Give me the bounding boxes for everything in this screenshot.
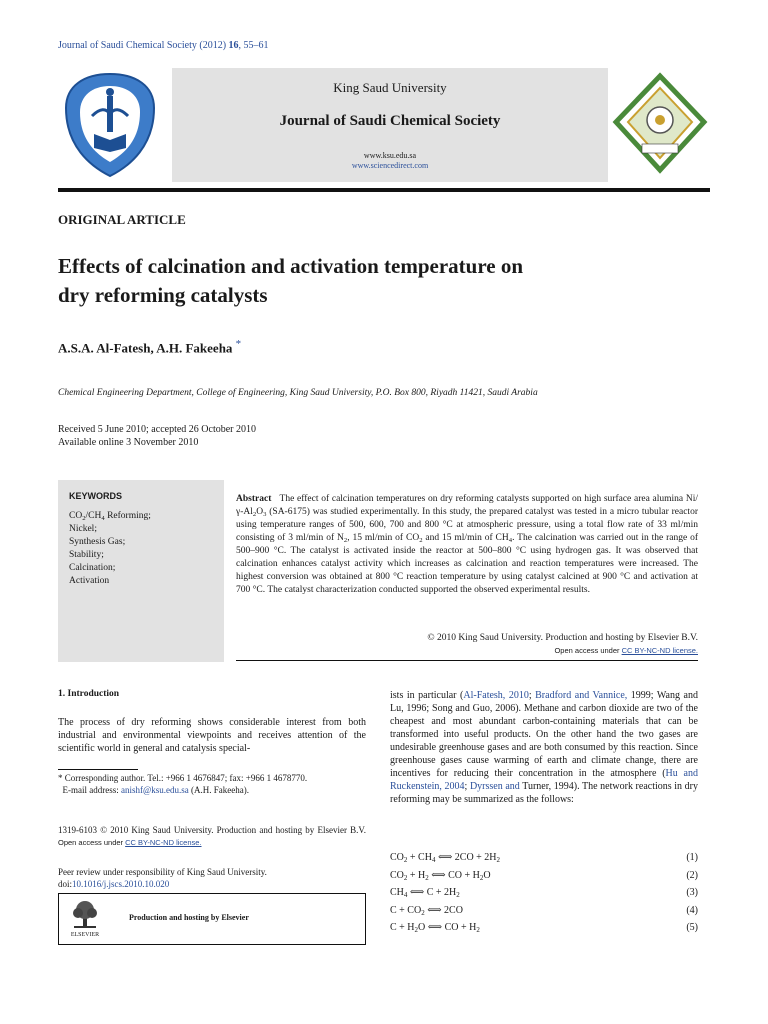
intro-paragraph-left: The process of dry reforming shows considerable interest from both industrial and environmental viewpoints and receives attention of the scientific world in general and catalysis special- <box>58 717 366 754</box>
abstract-rule <box>236 660 698 661</box>
email-link[interactable]: anishf@ksu.edu.sa <box>120 784 189 795</box>
equation-number: (2) <box>686 869 698 881</box>
keyword-item: Stability; <box>69 550 104 560</box>
ref-link[interactable]: Dyrssen and <box>469 781 520 792</box>
url-ksu[interactable]: www.ksu.edu.sa <box>363 151 417 160</box>
elsevier-box <box>58 893 366 945</box>
article-title: Effects of calcination and activation temperature on dry reforming catalysts <box>58 254 524 307</box>
keyword-item: Synthesis Gas; <box>69 537 126 547</box>
university-name: King Saud University <box>333 80 447 95</box>
abstract-open-access: Open access under CC BY-NC-ND license. <box>554 646 698 655</box>
corresponding-author-mark[interactable]: * <box>235 338 242 350</box>
issn-copyright: 1319-6103 © 2010 King Saud University. Production and hosting by Elsevier B.V. Open access under CC BY-NC-ND license. <box>58 825 366 847</box>
equation-number: (5) <box>686 922 698 933</box>
article-type: ORIGINAL ARTICLE <box>58 212 186 227</box>
elsevier-text: Production and hosting by Elsevier <box>129 913 249 922</box>
banner-center-box <box>172 68 608 182</box>
ref-link[interactable]: Al-Fatesh, 2010 <box>463 690 529 701</box>
abstract-text: Abstract The effect of calcination temperatures on dry reforming catalysts supported on high surface area alumina $Ni/\gamma-Al_2O_3$ (SA-6175) was studied experimentally. In this study, the prepared catalyst was tested in a micro tubular reactor using temperature ranges of 500, 600, 700 and 800 °C at atmospheric pressure, using a total flow rate of 33 ml/min consisting of 3 ml/min of $N_2$, 15 ml/min of $CO_2$ and 15 ml/min of $CH_4$. The calcination was carried out in the range of 500–900 °C. The catalyst is activated inside the reactor at 500–800 °C using hydrogen gas. It was observed that calcination enhances catalyst activity which increases as calcination and reaction temperatures were increased. The highest conversion was obtained at 800 °C reaction temperature by using catalyst calcined at 900 °C and activation at 700 °C. The catalyst characterization conducted supported the observed experimental results. <box>236 494 699 595</box>
peer-review-note: Peer review under responsibility of King Saud University. doi:10.1016/j.jscs.2010.10.020 <box>58 867 267 889</box>
ref-link[interactable]: Bradford and Vannice, <box>535 690 628 701</box>
ksu-logo <box>58 68 162 182</box>
section-heading-introduction: 1. Introduction <box>58 689 120 699</box>
footnote: * Corresponding author. Tel.: +966 1 4676847; fax: +966 1 4678770. E-mail address: anishf@ksu.edu.sa (A.H. Fakeeha). <box>58 773 308 795</box>
equation-row: $CO_2 + CH_4$ ⟺ $2CO + 2H_2$ (1) <box>390 852 698 864</box>
license-link[interactable]: CC BY-NC-ND license. <box>621 646 698 655</box>
ref-link[interactable]: Hu and Ruckenstein, 2004 <box>390 768 698 792</box>
journal-banner <box>58 68 710 182</box>
keyword-item: Calcination; <box>69 563 116 573</box>
abstract-copyright: © 2010 King Saud University. Production and hosting by Elsevier B.V. <box>427 633 698 643</box>
equation-number: (3) <box>686 887 698 898</box>
equation-row: $C + H_2O$ ⟺ CO + $H_2$ (5) <box>390 922 698 934</box>
journal-name: Journal of Saudi Chemical Society <box>279 113 501 129</box>
authors: A.S.A. Al-Fatesh, A.H. Fakeeha * <box>58 338 242 356</box>
keyword-item: Nickel; <box>69 524 97 534</box>
keyword-item: Activation <box>69 576 110 586</box>
equation-row: $CO_2 + H_2$ ⟺ CO + $H_2O$ (2) <box>390 869 698 882</box>
equation-number: (1) <box>686 852 698 863</box>
elsevier-tree-icon <box>69 899 101 929</box>
license-link[interactable]: CC BY-NC-ND license. <box>125 838 202 847</box>
keywords-box <box>58 480 224 662</box>
keywords-list <box>69 510 151 588</box>
doi-link[interactable]: 10.1016/j.jscs.2010.10.020 <box>72 879 170 889</box>
elsevier-label: ELSEVIER <box>70 932 100 938</box>
url-sciencedirect[interactable]: www.sciencedirect.com <box>351 161 429 170</box>
journal-citation[interactable]: Journal of Saudi Chemical Society (2012) 16, 55–61 <box>58 40 269 51</box>
saudi-chemical-society-logo <box>610 72 710 176</box>
header-rule <box>58 188 710 192</box>
footnote-rule <box>58 769 138 770</box>
equation-number: (4) <box>686 904 698 916</box>
affiliation: Chemical Engineering Department, College of Engineering, King Saud University, P.O. Box 800, Riyadh 11421, Saudi Arabia <box>58 388 538 398</box>
equation-row: $CH_4$ ⟺ $C + 2H_2$ (3) <box>390 887 698 899</box>
equations <box>390 852 698 940</box>
intro-paragraph-right: ists in particular (Al-Fatesh, 2010; Bradford and Vannice, 1999; Wang and Lu, 1996; Song and Guo, 2006). Methane and carbon dioxide are two of the cheapest and most abundant carbon-containing materials that can be transformed into useful products. On the other hand the two gases are undesirable greenhouse gases and are both consumed by this reaction. Since greenhouse gases cause warming of earth and climate change, there are incentives for reducing their concentration in the atmosphere (Hu and Ruckenstein, 2004; Dyrssen and Turner, 1994). The network reactions in dry reforming may be summarized as the follows: <box>390 690 698 805</box>
article-dates: Received 5 June 2010; accepted 26 October 2010 Available online 3 November 2010 <box>58 424 256 448</box>
equation-row: $C + CO_2$ ⟺ 2CO (4) <box>390 904 698 917</box>
keywords-title: KEYWORDS <box>69 491 123 501</box>
keyword-item: $CO_2/CH_4$ Reforming; <box>69 511 151 522</box>
